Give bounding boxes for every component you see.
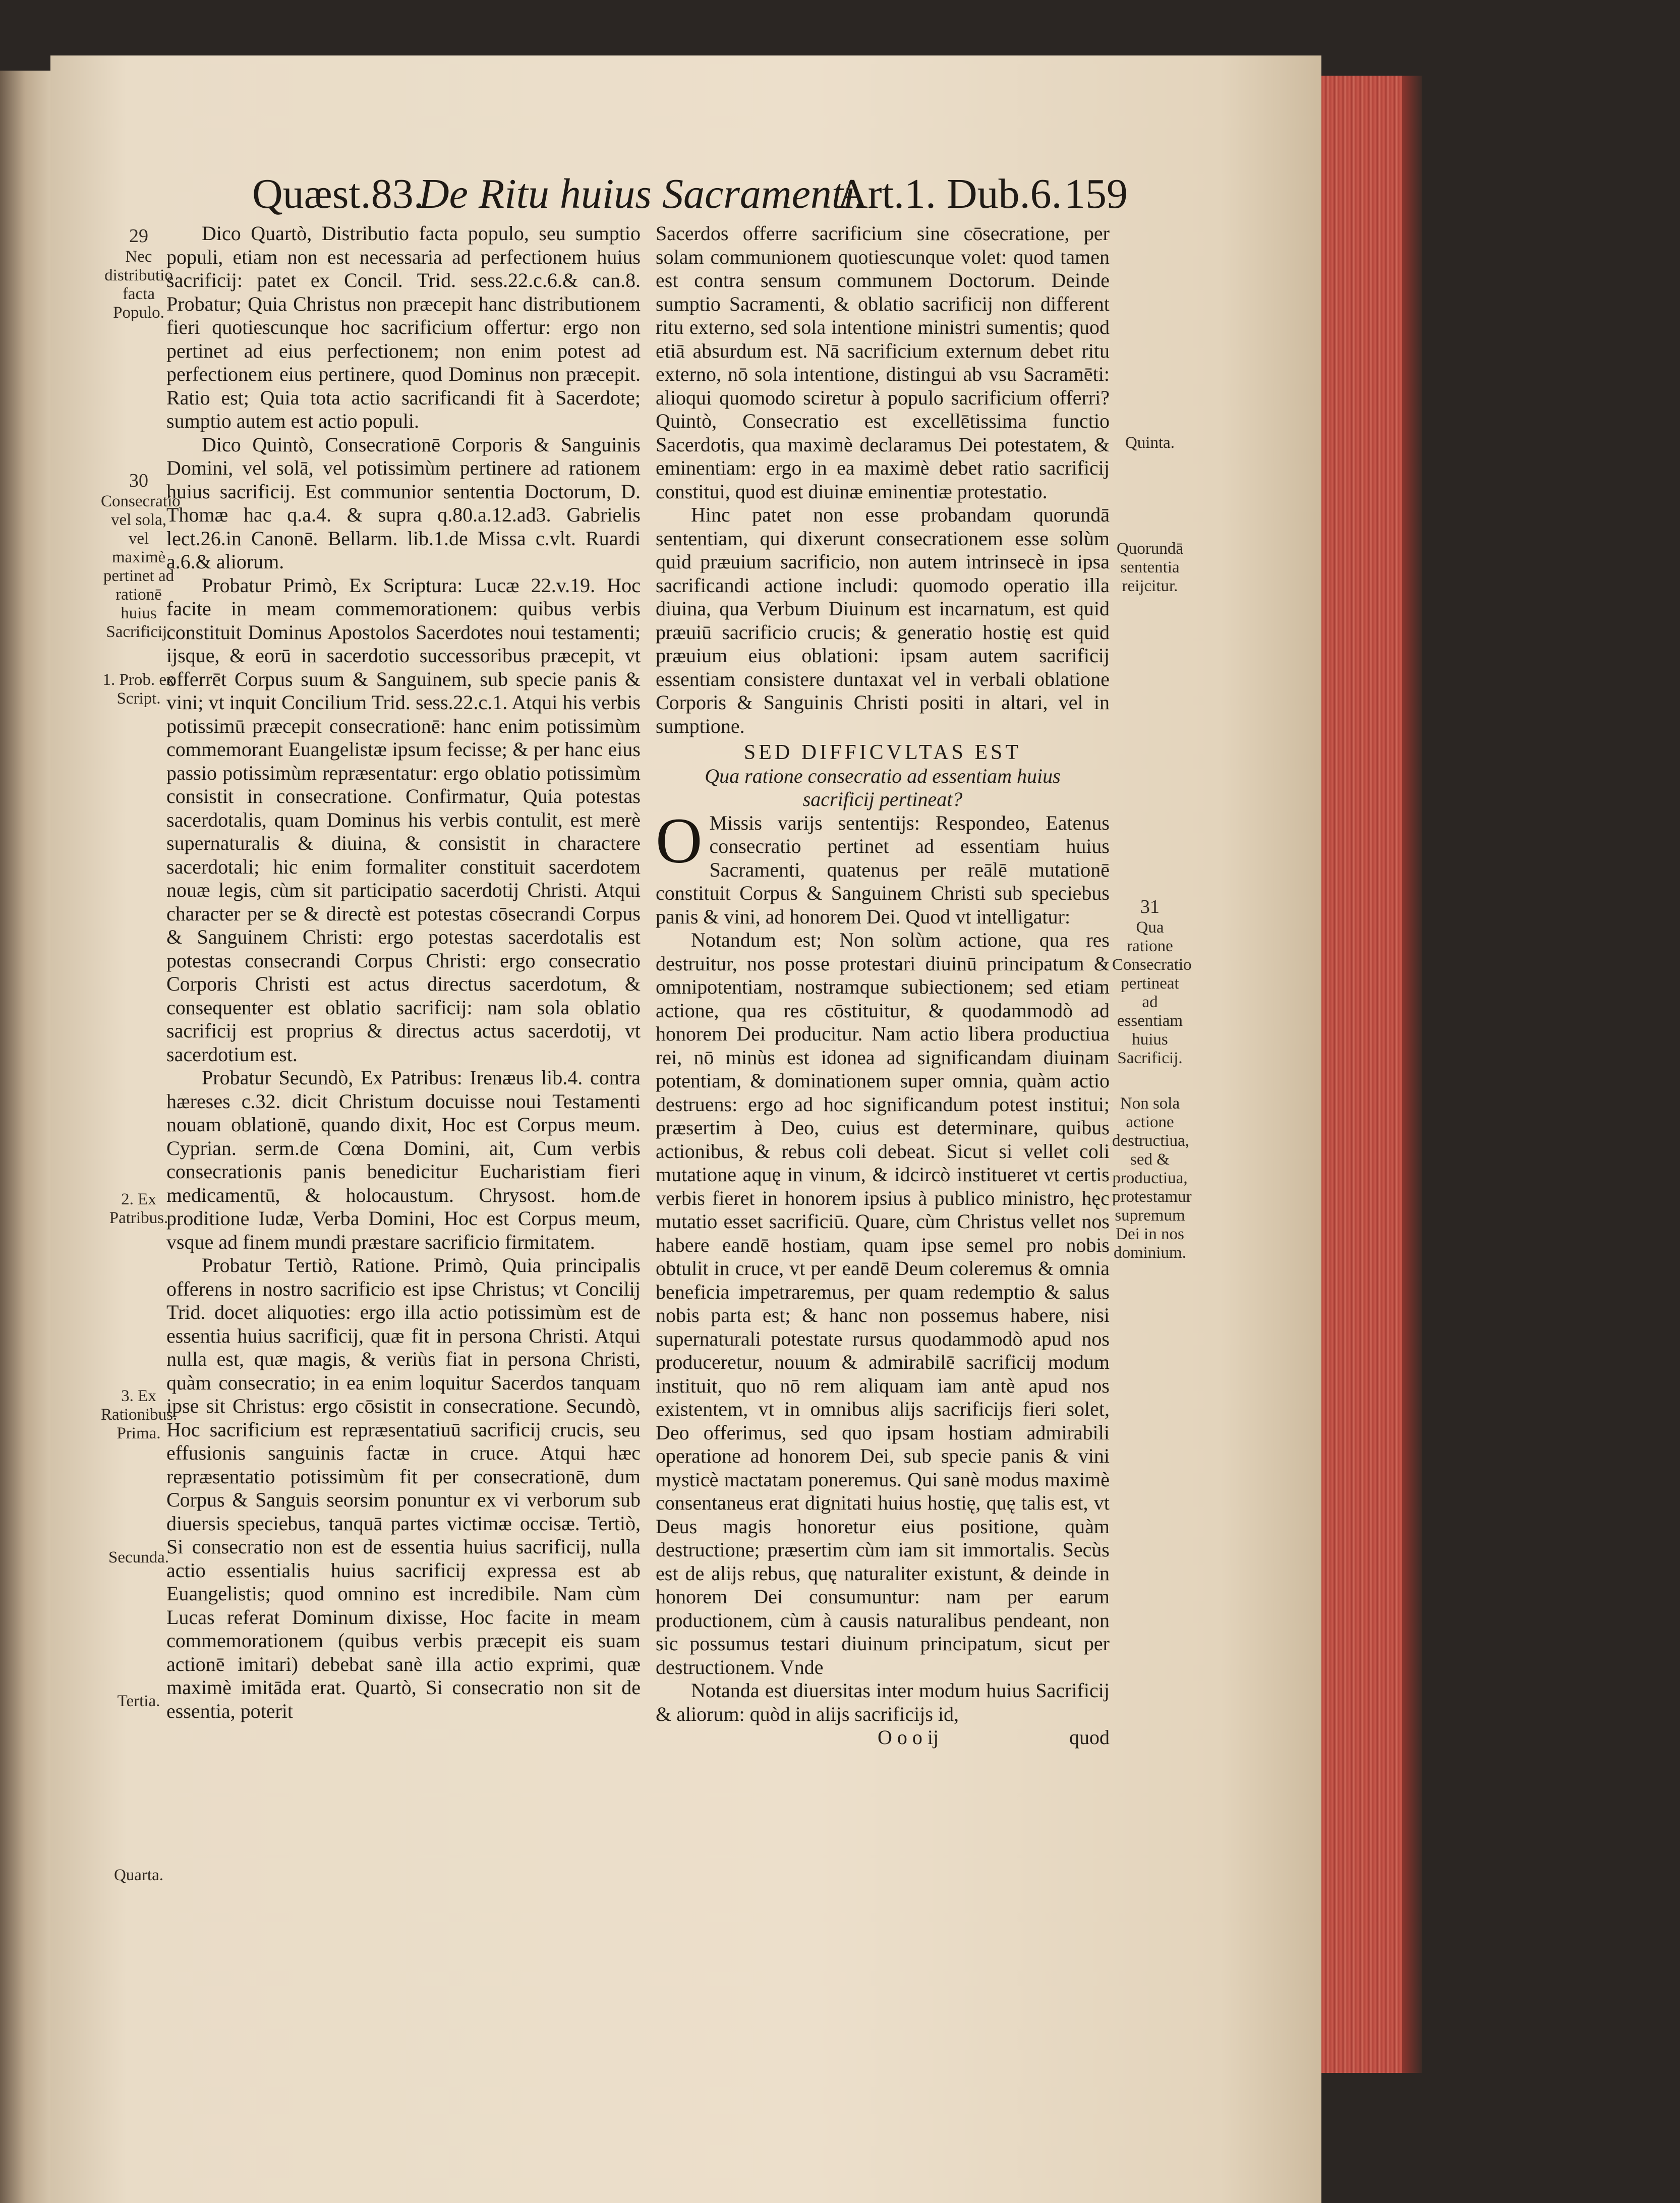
catchword: quod xyxy=(1069,1726,1110,1749)
margin-note-text: Quorundā sententia reijcitur. xyxy=(1117,540,1183,595)
margin-note xyxy=(101,671,177,708)
margin-note-text: Consecratio vel sola, vel maximè pertinet ad rationē huius Sacrificij. xyxy=(101,492,181,641)
right-column xyxy=(656,222,1110,1750)
section-heading: SED DIFFICVLTAS EST xyxy=(743,741,1022,764)
margin-note-text: 3. Ex Rationibus. Prima. xyxy=(101,1387,178,1442)
paragraph: Notanda est diuersitas inter modum huius Sacrificij & aliorum: quòd in alijs sacrificijs id, xyxy=(656,1679,1110,1725)
paragraph-number: 31 xyxy=(1140,896,1160,917)
page-number: 159 xyxy=(1064,170,1128,217)
margin-note-text: Quinta. xyxy=(1125,434,1175,452)
margin-note-text: 2. Ex Patribus. xyxy=(109,1190,168,1227)
margin-note xyxy=(1112,896,1192,1068)
answer-text: Missis varijs sententijs: Respondeo, Eatenus consecratio pertinet ad essentiam huius Sacramenti, quatenus per reālē mutationē constituit Corpus & Sanguinem Christi sub speciebus panis & vini, ad honorem Dei. Quod vt intelligatur: xyxy=(656,811,1110,928)
paragraph-number: 30 xyxy=(129,470,148,491)
paragraph: Hinc patet non esse probandam quorundā sententiam, qui dixerunt consecrationem esse solùm quid præuium sacrificio, non autem intrinsecè in ipsa sacrificandi actione includi: quomodo operatio illa diuina, qua Verbum Diuinum est incarnatum, est quid præuiū sacrificio crucis; & generatio hostię est quid præuium eius oblationi: ipsam autem sacrificij essentiam consistere duntaxat vel in verbali oblatione Corporis & Sanguinis Christi positi in altari, vel in sumptione. xyxy=(656,503,1110,737)
margin-note xyxy=(101,1190,177,1228)
margin-note-text: Quarta. xyxy=(113,1866,164,1884)
section-question: Qua ratione consecratio ad essentiam huius sacrificij pertineat? xyxy=(705,764,1061,810)
paragraph: Sacerdos offerre sacrificium sine cōsecratione, per solam communionem quotiescunque volet: quod tamen est contra sensum communem Doctorum. Deinde sumptio Sacramenti, & oblatio sacrificij non different ritu externo, sed sola intentione ministri sumentis; quod etiā absurdum est. Nā sacrificium externum debet ritu externo, nō sola intentione, distingui ab vsu Sacramēti: alioqui quomodo sciretur à populo sacrificium offerri? Quintò, Consecratio est excellētissima functio Sacerdotis, qua maximè declaramus Dei potestatem, & eminentiam: ergo in ea maximè debet ratio sacrificij constitui, quod est diuinæ eminentiæ protestatio. xyxy=(656,222,1110,503)
paragraph-number: 29 xyxy=(129,225,148,247)
margin-note xyxy=(1112,1094,1192,1262)
margin-note-text: Tertia. xyxy=(117,1692,160,1710)
margin-note xyxy=(1112,434,1188,452)
paragraph: Probatur Primò, Ex Scriptura: Lucæ 22.v.19. Hoc facite in meam commemorationem: quibus verbis constituit Dominus Apostolos Sacerdotes noui testamenti; ijsque, & eorū in sacerdotio successoribus præcepit, vt offerrēt Corpus suum & Sanguinem, sub specie panis & vini; vt inquit Concilium Trid. sess.22.c.1. Atqui his verbis potissimū præcepit consecrationē: hanc enim potissimùm commemorant Euangelistæ ipsum fecisse; & per hanc eius passio potissimùm repræsentatur: ergo oblatio potissimùm consistit in consecratione. Confirmatur, Quia potestas sacerdotalis, quam Dominus his verbis contulit, est merè supernaturalis & diuina, & consistit in charactere sacerdotali; hic enim formaliter constituit sacerdotem nouæ legis, cùm sit participatio sacerdotij Christi. Atqui character per se & directè est potestas cōsecrandi Corpus & Sanguinem Christi: ergo potestas sacerdotalis est potestas consecrandi Corpus Christi: ergo consecratio Corporis Christi est actus directus sacerdotum, & consequenter est oblatio sacrificij: nam sola oblatio sacrificij est proprius & directus actus sacerdotij, vt sacerdotium est. xyxy=(166,573,641,1066)
paragraph: Probatur Tertiò, Ratione. Primò, Quia principalis offerens in nostro sacrificio est ipse Christus; vt Concilij Trid. docet aliquoties: ergo illa actio potissimùm est de essentia huius sacrificij, quæ fit in persona Christi. Atqui nulla est, quæ magis, & veriùs fiat in persona Christi, quàm consecratio; in ea enim loquitur Sacerdos tanquam ipse sit Christus: ergo cōsistit in consecratione. Secundò, Hoc sacrificium est repræsentatiuū sacrificij crucis, seu effusionis sanguinis factæ in cruce. Atqui hæc repræsentatio potissimùm fit per consecrationē, dum Corpus & Sanguis seorsim ponuntur ex vi verborum sub diuersis speciebus, tanquā partes victimæ occisæ. Tertiò, Si consecratio non est de essentia huius sacrificij, nulla actio essentialis huius sacrificij expressa est ab Euangelistis; quod omnino est incredibile. Nam cùm Lucas referat Dominum dixisse, Hoc facite in meam commemorationem (quibus verbis præcepit eis suam actionē imitari) debebat sanè illa actio exprimi, quæ maximè imitāda erat. Quartò, Si consecratio non sit de essentia, poterit xyxy=(166,1254,641,1722)
paragraph: Dico Quintò, Consecrationē Corporis & Sanguinis Domini, vel solā, vel potissimùm pertinere ad rationem huius sacrificij. Est communior sententia Doctorum, D. Thomæ hac q.a.4. & supra q.80.a.12.ad3. Gabrielis lect.26.in Canonē. Bellarm. lib.1.de Missa c.vlt. Ruardi a.6.& aliorum. xyxy=(166,433,641,573)
margin-note xyxy=(101,1387,177,1443)
margin-note xyxy=(101,1692,177,1711)
margin-note-text: Nec distributio facta Populo. xyxy=(104,248,173,322)
left-column xyxy=(166,222,641,1723)
red-page-edges xyxy=(1321,76,1402,2073)
running-head-article: Art.1. Dub.6. xyxy=(837,170,1062,217)
running-head-title: De Ritu huius Sacramenti. xyxy=(419,170,866,217)
page-edge-shadow xyxy=(1402,76,1422,2073)
margin-note xyxy=(1112,540,1188,596)
margin-note xyxy=(101,470,181,642)
paragraph xyxy=(656,804,1110,929)
signature-mark: O o o ij xyxy=(878,1726,939,1749)
paragraph: Probatur Secundò, Ex Patribus: Irenæus lib.4. contra hæreses c.32. dicit Christum docuisse noui Testamenti nouam oblationē, quando dixit, Hoc est Corpus meum. Cyprian. serm.de Cœna Domini, ait, Cum verbis consecrationis panis benedicitur Eucharistiam fieri medicamentū, & holocaustum. Chrysost. hom.de proditione Iudæ, Verba Domini, Hoc est Corpus meum, vsque ad finem mundi præstare sacrificio firmitatem. xyxy=(166,1066,641,1253)
margin-note xyxy=(101,1866,177,1885)
page-footer xyxy=(656,1726,1110,1750)
margin-note-text: 1. Prob. ex Script. xyxy=(102,671,175,708)
margin-note xyxy=(101,227,177,322)
margin-note-text: Non sola actione destructiua, sed & productiua, protestamur supremum Dei in nos dominium. xyxy=(1112,1094,1192,1262)
margin-note-text: Qua ratione Consecratio pertineat ad essentiam huius Sacrificij. xyxy=(1112,918,1192,1067)
margin-note-text: Secunda. xyxy=(108,1548,169,1567)
paragraph: Notandum est; Non solùm actione, qua res destruitur, nos posse protestari diuinū principatum & omnipotentiam, nostramque subiectionem; sed etiam actione, qua res cōstituitur, & quodammodò ad honorem Dei producitur. Nam actio libera productiua rei, nō minùs est idonea ad significandam diuinam potentiam, & dominationem super omnia, quàm actio destruens: ergo ad hoc significandum potest institui; præsertim à Deo, cuius est determinare, quibus actionibus, & rebus coli debeat. Sicut si vellet coli mutatione aquę in vinum, & idcircò institueret vt certis verbis fieret in honorem ipsius à publico ministro, hęc mutatio esset sacrificiū. Quare, cùm Christus vellet nos habere eandē hostiam, quam ipse semel pro nobis obtulit in cruce, vt per eandē Deum coleremus & omnia beneficia impetraremus, per quam redemptio & salus nobis parta est; & hanc non possemus habere, nisi supernaturali potestate rursus quodammodò apud nos produceretur, nouum & admirabilē sacrificij modum instituit, quo nō rem aliquam iam antè apud nos existentem, vt in omnibus alijs sacrificijs fieri solet, Deo offerimus, sed quo ipsam hostiam admirabili operatione ad honorem Dei, sub specie panis & vini mysticè mactatam poneremus. Qui sanè modus maximè consentaneus erat dignitati huius hostię, quę talis est, vt Deus magis honoretur eius positione, quàm destructione; præsertim cùm iam sit immortalis. Secùs est de alijs rebus, quę naturaliter existunt, & deinde in honorem Dei consumuntur: nam per earum productionem, cùm à causis naturalibus pendeant, non sic possumus testari diuinum principatum, sicut per destructionem. Vnde xyxy=(656,929,1110,1678)
facing-page-edge xyxy=(0,71,50,2203)
running-head xyxy=(252,166,1130,222)
paragraph: Dico Quartò, Distributio facta populo, seu sumptio populi, etiam non est necessaria ad perfectionem huius sacrificij: patet ex Concil. Trid. sess.22.c.6.& can.8. Probatur; Quia Christus non præcepit hanc distributionem fieri quotiescunque hoc sacrificium offertur: ergo non pertinet ad eius perfectionem; non enim potest ad perfectionem eius pertinere, quod Dominus non præcepit. Ratio est; Quia tota actio sacrificandi fit à Sacerdote; sumptio autem est actio populi. xyxy=(166,222,641,432)
running-head-quaestio: Quæst.83. xyxy=(252,170,424,217)
margin-note xyxy=(101,1548,177,1567)
drop-capital: O xyxy=(656,804,703,877)
